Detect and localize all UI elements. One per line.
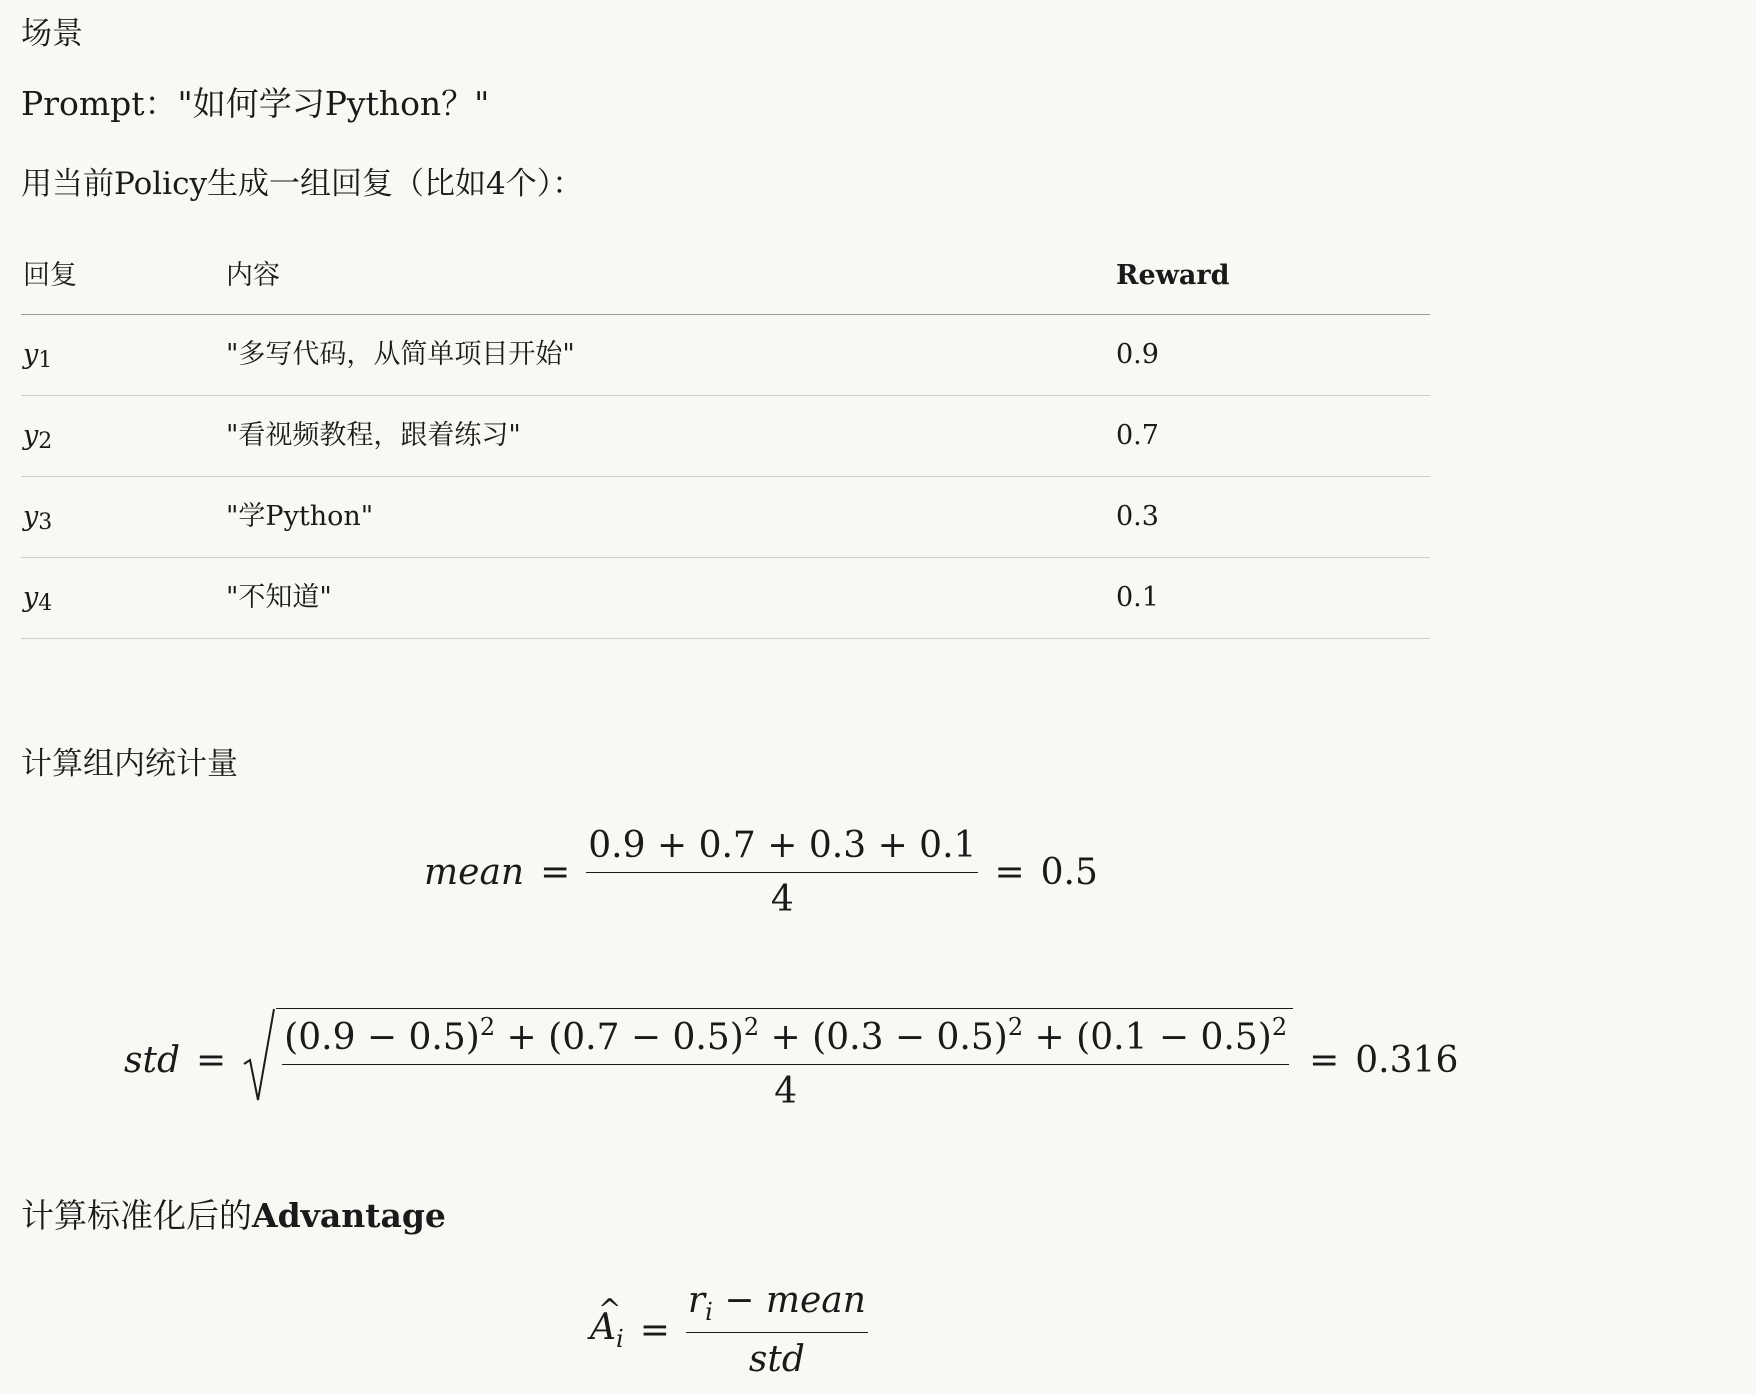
advantage-formula <box>590 1280 868 1380</box>
std-result: 0.316 <box>1355 1039 1459 1081</box>
reply-content: "不知道" <box>226 582 332 613</box>
header-content: 内容 <box>226 260 280 291</box>
reply-content: "多写代码，从简单项目开始" <box>226 339 575 370</box>
header-reply: 回复 <box>23 260 77 291</box>
equals-sign: = <box>196 1039 227 1081</box>
equals-sign: = <box>994 852 1025 893</box>
stats-heading: 计算组内统计量 <box>21 746 238 782</box>
std-numerator: $(0.9 - 0.5)^2 + (0.7 - 0.5)^2 + (0.3 - 0.5)^2 + (0.1 - 0.5)^2$ <box>284 1013 1288 1058</box>
table-row <box>21 477 1430 558</box>
equals-sign: = <box>639 1309 670 1351</box>
advantage-numerator: $r_i$ − mean <box>687 1280 866 1326</box>
advantage-denominator: std <box>686 1332 868 1380</box>
reward-table <box>21 230 1430 639</box>
reply-var: $y_3$ <box>23 501 53 535</box>
table-row <box>21 315 1430 396</box>
sqrt-icon <box>242 1008 276 1104</box>
reply-var: $y_4$ <box>23 582 53 616</box>
reply-content: "学Python" <box>226 501 374 532</box>
reply-reward: 0.3 <box>1116 501 1159 532</box>
table-header-row <box>21 230 1430 315</box>
reply-var: $y_1$ <box>23 339 53 373</box>
sqrt-body <box>276 1008 1293 1112</box>
std-denominator: 4 <box>282 1064 1289 1112</box>
reply-var: $y_2$ <box>23 420 53 454</box>
std-fraction <box>282 1013 1289 1112</box>
mean-numerator: 0.9 + 0.7 + 0.3 + 0.1 <box>588 825 977 866</box>
std-formula <box>124 1008 1458 1112</box>
mean-fraction <box>586 825 978 920</box>
mean-denominator: 4 <box>586 872 978 920</box>
reply-reward: 0.7 <box>1116 420 1159 451</box>
advantage-lhs: ^ $A_i$ <box>590 1307 624 1353</box>
equals-sign: = <box>540 852 571 893</box>
reply-reward: 0.1 <box>1116 582 1159 613</box>
advantage-fraction <box>686 1280 868 1380</box>
mean-formula <box>424 825 1098 920</box>
intro-line: 用当前Policy生成一组回复（比如4个）： <box>21 166 584 202</box>
table-row <box>21 396 1430 477</box>
scene-heading: 场景 <box>21 16 83 52</box>
prompt-line: Prompt："如何学习Python？" <box>21 84 490 123</box>
mean-lhs: mean <box>424 852 525 893</box>
mean-result: 0.5 <box>1040 852 1098 893</box>
equals-sign: = <box>1309 1039 1340 1081</box>
std-lhs: std <box>124 1039 180 1081</box>
header-reward: Reward <box>1116 260 1230 291</box>
advantage-heading: 计算标准化后的Advantage <box>21 1196 446 1235</box>
reply-content: "看视频教程，跟着练习" <box>226 420 521 451</box>
reply-reward: 0.9 <box>1116 339 1159 370</box>
table-row <box>21 558 1430 639</box>
sqrt-expression <box>242 1008 1293 1112</box>
